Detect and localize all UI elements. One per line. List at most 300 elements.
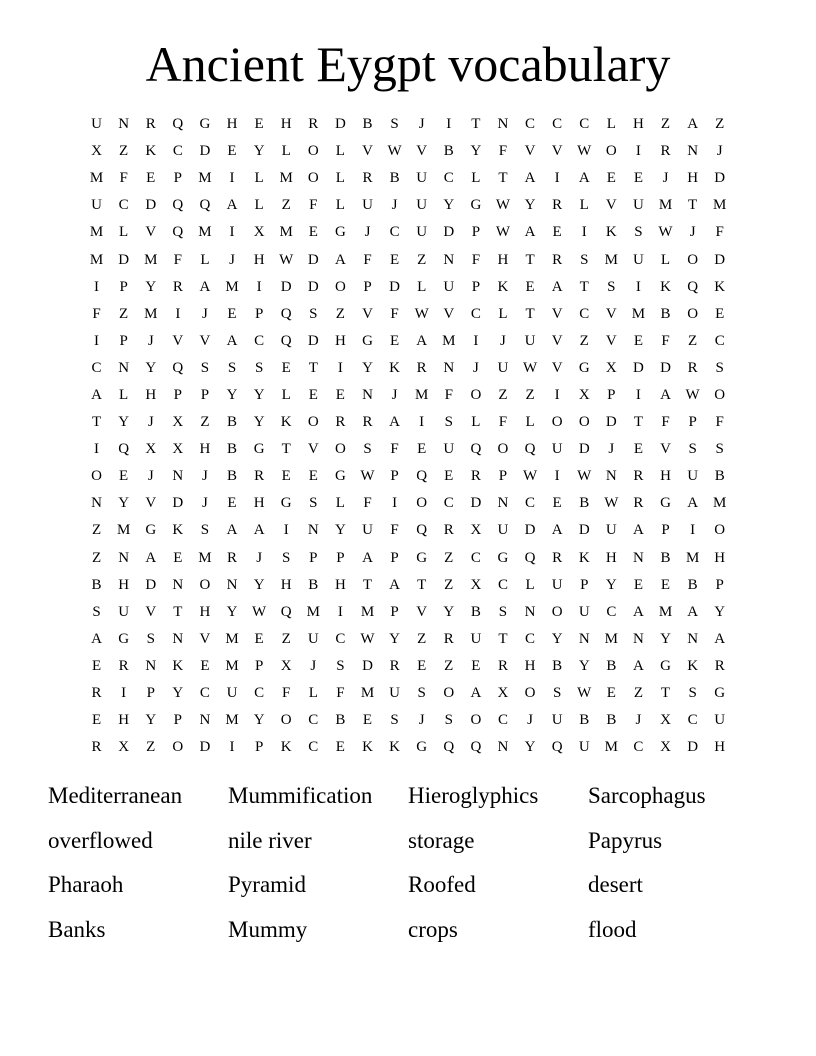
grid-letter: E: [227, 495, 237, 512]
grid-letter: V: [307, 441, 319, 458]
grid-letter: F: [715, 224, 724, 241]
grid-letter: C: [525, 630, 536, 647]
grid-letter: T: [525, 305, 535, 322]
grid-letter: Y: [524, 197, 536, 214]
grid-letter: P: [607, 386, 616, 403]
grid-letter: R: [687, 359, 698, 376]
grid-letter: U: [362, 522, 373, 539]
grid-letter: E: [525, 278, 535, 295]
grid-letter: C: [606, 603, 617, 620]
grid-letter: N: [145, 657, 157, 674]
grid-letter: U: [226, 685, 238, 702]
grid-letter: E: [335, 739, 345, 756]
grid-letter: F: [471, 251, 481, 268]
grid-letter: O: [443, 685, 455, 702]
grid-letter: Y: [145, 712, 157, 729]
grid-letter: I: [554, 468, 560, 485]
grid-letter: Q: [524, 549, 536, 566]
grid-letter: R: [91, 739, 102, 756]
grid-letter: D: [578, 522, 590, 539]
grid-letter: K: [660, 278, 671, 295]
grid-letter: D: [389, 278, 400, 295]
grid-letter: M: [89, 251, 104, 268]
grid-letter: L: [281, 143, 291, 160]
grid-letter: O: [551, 603, 563, 620]
grid-letter: K: [172, 657, 184, 674]
grid-letter: D: [145, 197, 157, 214]
grid-letter: J: [147, 414, 154, 431]
grid-letter: X: [145, 441, 157, 458]
grid-letter: O: [280, 712, 292, 729]
word-list-item: crops: [408, 916, 458, 942]
grid-letter: Q: [118, 441, 130, 458]
grid-letter: H: [118, 576, 130, 593]
grid-letter: E: [91, 657, 102, 674]
grid-letter: M: [279, 170, 293, 187]
grid-letter: B: [687, 576, 698, 593]
grid-letter: U: [524, 332, 536, 349]
grid-letter: K: [362, 739, 373, 756]
grid-letter: N: [172, 630, 184, 647]
grid-letter: M: [604, 251, 618, 268]
word-list-item: Pharaoh: [48, 872, 124, 897]
grid-letter: L: [525, 414, 535, 431]
grid-letter: Y: [389, 630, 400, 647]
grid-letter: I: [581, 224, 587, 241]
grid-letter: N: [172, 576, 184, 593]
grid-letter: I: [175, 305, 181, 322]
grid-letter: B: [227, 414, 238, 431]
grid-letter: N: [497, 116, 509, 133]
grid-letter: M: [604, 739, 618, 756]
grid-letter: L: [308, 685, 318, 702]
grid-letter: S: [363, 441, 372, 458]
grid-letter: C: [525, 495, 536, 512]
grid-letter: Y: [714, 603, 726, 620]
grid-letter: D: [443, 224, 455, 241]
grid-letter: H: [633, 116, 644, 133]
grid-letter: R: [335, 414, 346, 431]
grid-letter: P: [336, 549, 345, 566]
grid-letter: K: [280, 414, 292, 431]
grid-letter: I: [554, 386, 560, 403]
grid-letter: L: [281, 386, 291, 403]
grid-letter: B: [579, 712, 590, 729]
grid-letter: Q: [524, 441, 536, 458]
grid-letter: H: [660, 468, 671, 485]
grid-letter: P: [363, 278, 372, 295]
grid-letter: Z: [91, 522, 102, 539]
grid-letter: F: [498, 143, 508, 160]
word-list-item: Banks: [48, 916, 106, 942]
grid-letter: W: [577, 143, 592, 160]
grid-letter: M: [658, 197, 673, 214]
grid-letter: R: [172, 278, 183, 295]
grid-letter: R: [633, 468, 644, 485]
grid-letter: Y: [118, 495, 130, 512]
grid-letter: J: [608, 441, 615, 458]
grid-letter: H: [714, 739, 726, 756]
grid-letter: B: [362, 116, 373, 133]
grid-letter: W: [522, 468, 538, 485]
grid-letter: U: [443, 441, 455, 458]
grid-letter: A: [551, 522, 563, 539]
grid-letter: G: [280, 495, 292, 512]
grid-letter: B: [579, 495, 590, 512]
grid-letter: U: [551, 441, 563, 458]
grid-letter: E: [308, 386, 318, 403]
grid-letter: W: [414, 305, 429, 322]
grid-letter: S: [336, 657, 345, 674]
grid-letter: C: [525, 116, 536, 133]
grid-letter: S: [498, 603, 508, 620]
grid-letter: X: [605, 359, 617, 376]
grid-letter: Y: [253, 576, 265, 593]
grid-letter: J: [229, 251, 235, 268]
grid-letter: P: [661, 522, 670, 539]
grid-letter: J: [418, 116, 425, 133]
grid-letter: P: [254, 739, 264, 756]
grid-letter: S: [200, 359, 210, 376]
grid-letter: R: [443, 630, 454, 647]
grid-letter: P: [688, 414, 697, 431]
grid-letter: Z: [119, 143, 129, 160]
grid-letter: F: [363, 495, 372, 512]
grid-letter: S: [92, 603, 101, 620]
grid-letter: E: [552, 224, 562, 241]
grid-letter: N: [497, 495, 509, 512]
grid-letter: T: [471, 116, 481, 133]
grid-letter: Z: [525, 386, 535, 403]
grid-letter: D: [714, 251, 726, 268]
grid-letter: A: [199, 278, 211, 295]
grid-letter: M: [713, 495, 727, 512]
grid-letter: Y: [443, 197, 455, 214]
grid-letter: L: [254, 170, 264, 187]
grid-letter: O: [605, 143, 617, 160]
grid-letter: D: [172, 495, 184, 512]
grid-letter: J: [202, 495, 208, 512]
grid-letter: U: [118, 603, 130, 620]
grid-letter: T: [308, 359, 318, 376]
grid-letter: E: [389, 332, 400, 349]
grid-letter: D: [307, 278, 319, 295]
grid-letter: F: [444, 386, 453, 403]
grid-letter: J: [716, 143, 723, 160]
grid-letter: H: [497, 251, 509, 268]
grid-letter: S: [200, 522, 210, 539]
grid-letter: M: [198, 549, 212, 566]
grid-letter: E: [633, 170, 643, 187]
grid-letter: K: [578, 549, 590, 566]
grid-letter: M: [198, 224, 212, 241]
grid-letter: A: [226, 332, 238, 349]
grid-letter: C: [389, 224, 400, 241]
grid-letter: E: [552, 495, 562, 512]
grid-letter: W: [604, 495, 619, 512]
grid-letter: H: [524, 657, 536, 674]
grid-letter: E: [389, 251, 400, 268]
word-list-item: storage: [408, 827, 475, 853]
grid-letter: A: [91, 386, 102, 403]
grid-letter: Y: [334, 522, 346, 539]
grid-letter: V: [362, 143, 373, 160]
grid-letter: B: [308, 576, 319, 593]
grid-letter: O: [578, 414, 590, 431]
grid-letter: J: [527, 712, 533, 729]
grid-letter: Z: [146, 739, 156, 756]
grid-letter: H: [687, 170, 699, 187]
grid-letter: Z: [200, 414, 210, 431]
word-list-item: desert: [588, 872, 643, 897]
grid-letter: H: [118, 712, 130, 729]
grid-letter: U: [91, 116, 102, 133]
grid-letter: U: [633, 251, 644, 268]
grid-letter: X: [578, 386, 590, 403]
grid-letter: E: [417, 441, 427, 458]
grid-letter: Q: [172, 224, 184, 241]
grid-letter: L: [525, 576, 535, 593]
grid-letter: N: [578, 630, 590, 647]
grid-letter: E: [281, 359, 291, 376]
grid-letter: B: [660, 549, 671, 566]
grid-letter: M: [604, 630, 618, 647]
grid-letter: X: [172, 441, 184, 458]
grid-letter: N: [687, 630, 699, 647]
grid-letter: U: [633, 197, 644, 214]
grid-letter: F: [282, 685, 291, 702]
grid-letter: N: [118, 549, 130, 566]
grid-letter: V: [524, 143, 536, 160]
grid-letter: C: [308, 712, 319, 729]
grid-letter: P: [254, 305, 264, 322]
grid-letter: S: [715, 441, 724, 458]
grid-letter: D: [660, 359, 671, 376]
grid-letter: U: [497, 359, 509, 376]
grid-letter: N: [226, 576, 238, 593]
grid-letter: D: [687, 739, 699, 756]
grid-letter: S: [282, 549, 291, 566]
grid-letter: O: [551, 414, 563, 431]
grid-letter: L: [254, 197, 264, 214]
grid-letter: N: [497, 739, 509, 756]
grid-letter: Q: [470, 739, 482, 756]
grid-letter: L: [498, 305, 508, 322]
grid-letter: A: [687, 116, 699, 133]
grid-letter: J: [202, 468, 208, 485]
grid-letter: M: [144, 305, 158, 322]
grid-letter: O: [307, 143, 319, 160]
grid-letter: P: [173, 386, 182, 403]
grid-letter: A: [362, 549, 373, 566]
grid-letter: Q: [470, 441, 482, 458]
grid-letter: M: [225, 712, 239, 729]
word-list: [48, 776, 768, 954]
grid-letter: H: [280, 576, 292, 593]
grid-letter: E: [254, 630, 264, 647]
grid-letter: P: [471, 224, 481, 241]
grid-letter: S: [309, 495, 318, 512]
grid-letter: S: [417, 685, 426, 702]
grid-letter: A: [416, 332, 428, 349]
grid-letter: E: [633, 441, 643, 458]
grid-letter: D: [334, 116, 346, 133]
grid-letter: P: [119, 332, 128, 349]
grid-letter: M: [116, 522, 131, 539]
grid-letter: S: [688, 685, 697, 702]
grid-letter: C: [470, 305, 481, 322]
grid-letter: V: [551, 359, 563, 376]
grid-letter: P: [254, 657, 264, 674]
grid-letter: P: [390, 603, 399, 620]
grid-letter: W: [252, 603, 267, 620]
grid-letter: N: [199, 712, 211, 729]
grid-letter: X: [91, 143, 102, 160]
grid-letter: U: [443, 278, 455, 295]
grid-letter: O: [497, 441, 509, 458]
word-list-item: nile river: [228, 827, 312, 853]
grid-letter: G: [199, 116, 211, 133]
grid-letter: R: [416, 359, 427, 376]
grid-letter: F: [119, 170, 128, 187]
grid-letter: G: [253, 441, 265, 458]
grid-letter: L: [335, 170, 345, 187]
grid-letter: Z: [417, 251, 427, 268]
grid-letter: W: [577, 685, 592, 702]
grid-letter: A: [145, 549, 157, 566]
grid-letter: O: [91, 468, 102, 485]
grid-letter: D: [362, 657, 373, 674]
grid-letter: X: [660, 712, 671, 729]
grid-letter: H: [226, 116, 238, 133]
grid-letter: A: [470, 685, 482, 702]
grid-letter: Q: [172, 359, 184, 376]
grid-letter: R: [552, 549, 563, 566]
grid-letter: V: [551, 143, 563, 160]
grid-letter: U: [714, 712, 726, 729]
grid-letter: N: [605, 468, 617, 485]
grid-letter: T: [362, 576, 373, 593]
grid-letter: U: [307, 630, 319, 647]
grid-letter: Y: [660, 630, 671, 647]
grid-letter: I: [229, 739, 235, 756]
grid-letter: L: [579, 197, 589, 214]
grid-letter: A: [524, 224, 536, 241]
grid-letter: U: [416, 170, 428, 187]
grid-letter: O: [307, 414, 319, 431]
grid-letter: C: [199, 685, 210, 702]
grid-letter: I: [256, 278, 262, 295]
grid-letter: R: [552, 251, 563, 268]
grid-letter: V: [145, 495, 157, 512]
grid-letter: B: [552, 657, 563, 674]
grid-letter: N: [633, 630, 644, 647]
grid-letter: B: [389, 170, 400, 187]
grid-letter: E: [308, 468, 318, 485]
grid-letter: N: [172, 468, 184, 485]
grid-letter: A: [389, 414, 400, 431]
grid-letter: S: [146, 630, 155, 647]
grid-letter: Z: [660, 116, 671, 133]
grid-letter: I: [635, 278, 641, 295]
grid-letter: Y: [443, 603, 455, 620]
grid-letter: D: [524, 522, 536, 539]
grid-letter: C: [633, 739, 644, 756]
grid-letter: E: [254, 116, 264, 133]
grid-letter: V: [145, 603, 157, 620]
grid-letter: P: [715, 576, 724, 593]
grid-letter: K: [280, 739, 292, 756]
grid-letter: G: [145, 522, 157, 539]
grid-letter: V: [605, 197, 617, 214]
grid-letter: T: [633, 414, 643, 431]
grid-letter: L: [119, 224, 129, 241]
grid-letter: U: [578, 603, 590, 620]
grid-letter: U: [416, 197, 428, 214]
grid-letter: E: [335, 386, 345, 403]
grid-letter: U: [91, 197, 102, 214]
grid-letter: Q: [280, 305, 292, 322]
grid-letter: Y: [524, 739, 536, 756]
grid-letter: Z: [633, 685, 643, 702]
grid-letter: I: [94, 278, 100, 295]
word-list-item: Roofed: [408, 872, 476, 897]
grid-letter: M: [306, 603, 320, 620]
grid-letter: D: [307, 251, 319, 268]
grid-letter: H: [253, 251, 265, 268]
grid-letter: A: [578, 170, 590, 187]
grid-letter: C: [579, 305, 590, 322]
grid-letter: N: [633, 549, 644, 566]
grid-letter: B: [606, 712, 617, 729]
grid-letter: W: [685, 386, 700, 403]
grid-letter: P: [390, 549, 399, 566]
grid-letter: J: [391, 386, 398, 403]
grid-letter: R: [362, 170, 373, 187]
grid-letter: W: [495, 224, 511, 241]
grid-letter: O: [714, 386, 726, 403]
grid-letter: F: [390, 441, 399, 458]
word-list-item: flood: [588, 916, 637, 942]
grid-letter: R: [470, 468, 481, 485]
grid-letter: Z: [417, 630, 427, 647]
grid-letter: A: [253, 522, 265, 539]
grid-letter: X: [660, 739, 671, 756]
grid-letter: A: [660, 386, 671, 403]
grid-letter: V: [416, 143, 428, 160]
grid-letter: B: [470, 603, 481, 620]
grid-letter: C: [497, 576, 508, 593]
grid-letter: H: [280, 116, 292, 133]
grid-letter: S: [390, 116, 399, 133]
grid-letter: Q: [551, 739, 563, 756]
grid-letter: E: [227, 305, 237, 322]
grid-letter: W: [495, 197, 511, 214]
grid-letter: R: [254, 468, 265, 485]
grid-letter: D: [118, 251, 130, 268]
grid-letter: V: [199, 332, 211, 349]
grid-letter: W: [387, 143, 402, 160]
grid-letter: J: [256, 549, 263, 566]
grid-letter: Q: [416, 522, 428, 539]
grid-letter: J: [391, 197, 398, 214]
grid-letter: M: [631, 305, 646, 322]
grid-letter: T: [173, 603, 183, 620]
grid-letter: Y: [172, 685, 184, 702]
grid-letter: F: [661, 414, 670, 431]
grid-letter: O: [470, 712, 482, 729]
grid-letter: Q: [199, 197, 211, 214]
